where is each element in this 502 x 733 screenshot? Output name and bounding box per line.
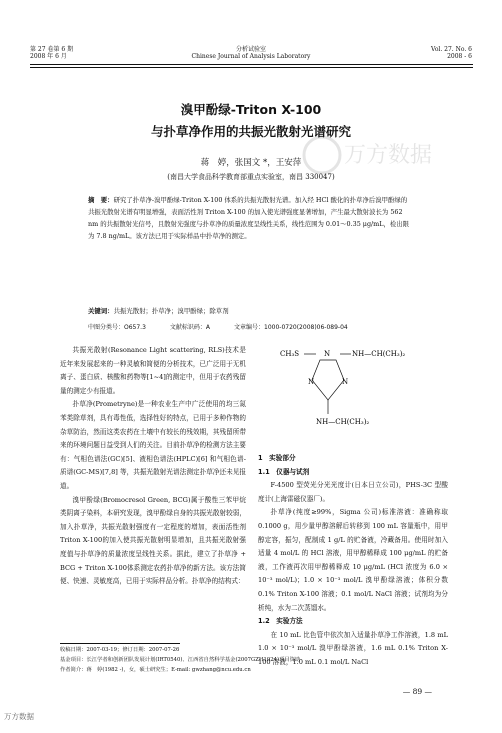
header-volume: 第 27 卷第 6 期 — [30, 46, 74, 53]
paragraph-instruments: F-4500 型荧光分光光度计(日本日立公司)，PHS-3C 型酸度计(上海雷磁仪器厂)。 — [258, 481, 448, 503]
paragraph-reagents: 扑草净(纯度≥99%，Sigma 公司)标准溶液：准确称取 0.1000 g，用少量甲醇溶解后转移到 100 mL 容量瓶中，用甲醇定容，振匀，配制成 1 g/L 的贮备液，冷藏备用。使用时加入适量 4 mol/L 的 HCl 溶液，用甲醇稀释成 100 μg/mL 的贮备液，工作液再次用甲醇稀释成 10 μg/mL (HCl 浓度为 6.0 × 10⁻³ mol/L)；1.0 × 10⁻³ mol/L 溴甲酚绿溶液；体积分数 0.1% Triton X-100 溶液；0.1 mol/L NaCl 溶液；试剂均为分析纯，水为二次蒸馏水。 — [258, 508, 448, 612]
article-number: 文章编号：1000-0720(2008)06-089-04 — [234, 324, 348, 331]
keywords-text: 共振光散射；扑草净；溴甲酚绿；除草剂 — [113, 307, 229, 315]
footnote-author-bio: 作者简介：蒋 婷(1982 -)，女，硕士研究生；E-mail: gwzhang@ncu.edu.cn — [60, 667, 251, 673]
classification-line — [88, 322, 412, 331]
page-number: — 89 — — [402, 687, 432, 696]
clc-number: 中图分类号：O657.3 — [88, 324, 146, 331]
header-volume-en — [431, 46, 472, 60]
section-heading-method: 1.2 实验方法 — [258, 617, 303, 626]
header-journal — [0, 46, 502, 60]
header-vol-en: Vol. 27. No. 6 — [431, 46, 472, 53]
article-affiliation: (南昌大学食品科学教育部重点实验室，南昌 330047) — [167, 173, 335, 181]
article-title-line-1: 溴甲酚绿-Triton X-100 — [180, 102, 322, 117]
header-journal-en: Chinese Journal of Analysis Laboratory — [191, 53, 311, 60]
structure-nh-bottom: NH—CH(CH₃)₂ — [316, 418, 370, 426]
article-title-line-2: 与扑草净作用的共振光散射光谱研究 — [150, 124, 351, 139]
structure-sch3: CH₃S — [280, 350, 300, 358]
body-right-column — [258, 452, 448, 670]
paragraph-intro-rls: 共振光散射(Resonance Light scattering, RLS)技术是近年来发展起来的一种灵敏和简便的分析技术，已广泛用于无机离子、蛋白质、核酸和药物等[1~4]的测定中，但用于农药残留量的测定少有报道。 — [60, 346, 246, 395]
header-rule — [30, 64, 473, 65]
prometryne-structure — [260, 344, 450, 444]
keywords-label: 关键词： — [88, 307, 114, 315]
document-code: 文献标识码：A — [169, 324, 211, 331]
paragraph-intro-prometryne: 扑草净(Prometryne)是一种农业生产中广泛使用的均三氮苯类除草剂，具有毒性低，选择性好的特点，已用于多种作物的杂草防治，然而这类农药在土壤中有较长的残效期，其残留所带来的环境问题日益受到人们的关注。目前扑草净的检测方法主要有：气相色谱法(GC)[5]、液相色谱法(HPLC)[6] 和气相色谱-质谱(GC-MS)[7,8] 等，共振光散射光谱法测定扑草净还未见报道。 — [60, 400, 246, 490]
section-heading-experimental: 1 实验部分 — [258, 454, 296, 462]
structure-nh-top: NH—CH(CH₃)₂ — [352, 350, 406, 358]
abstract-label: 摘 要： — [88, 196, 114, 204]
structure-n-top: N — [324, 350, 331, 358]
paragraph-method: 在 10 mL 比色管中依次加入适量扑草净工作溶液，1.8 mL 1.0 × 10⁻³ mol/L 溴甲酚绿溶液，1.6 mL 0.1% Triton X-100 溶液，1.0 mL 0.1 mol/L NaCl — [258, 630, 448, 666]
footnote-received: 收稿日期：2007-03-19；修订日期：2007-07-26 — [60, 647, 180, 653]
article-authors: 蒋 婷，张国文 *，王安萍 — [200, 158, 302, 168]
section-heading-instruments: 1.1 仪器与试剂 — [258, 467, 310, 476]
keywords — [88, 306, 412, 315]
footnote-rule — [60, 643, 180, 644]
watermark-text: 万方数据 — [344, 143, 433, 168]
brand-label: 万方数据 — [4, 712, 34, 721]
structure-n-right: N — [342, 378, 349, 386]
footnote-funding: 基金项目：长江学者和创新团队发展计划(IRT0540)、江西省自然科学基金(2007GZH1924)项目资助 — [60, 657, 301, 663]
body-left-column — [60, 344, 246, 589]
abstract-text: 研究了扑草净-溴甲酚绿-Triton X-100 体系的共振光散射光谱。加入经 HCl 酸化的扑草净后溴甲酚绿的共振光散射光谱有明显增强，表面活性剂 Triton X-100 的加入使光谱强度显著增加，产生最大散射波长为 562 nm 的共振散射光信号，且散射光强度与扑草净的质量浓度呈线性关系，线性范围为 0.01～0.35 μg/mL，检出限为 7.8 ng/mL。该方法已用于实际样品中扑草净的测定。 — [88, 196, 410, 240]
header-date-en: 2008 - 6 — [447, 53, 472, 60]
header-journal-cn: 分析试验室 — [235, 46, 266, 53]
header-rule-thin — [30, 67, 473, 68]
paragraph-intro-bcg: 溴甲酚绿(Bromocresol Green, BCG)属于酸性三苯甲烷类阴离子染料，本研究发现，溴甲酚绿自身的共振光散射较弱，加入扑草净，共振光散射强度有一定程度的增加，表面活性剂 Triton X-100的加入使共振光散射明显增加，且共振光散射强度值与扑草净的质量浓度呈线性关系。据此，建立了扑草净 + BCG + Triton X-100体系测定农药扑草净的新方法。该方法简便、快速、灵敏度高，已用于实际样品分析。扑草净的结构式： — [60, 495, 246, 586]
abstract — [88, 194, 412, 242]
header-date: 2008 年 6 月 — [30, 53, 67, 60]
structure-n-left: N — [308, 378, 315, 386]
